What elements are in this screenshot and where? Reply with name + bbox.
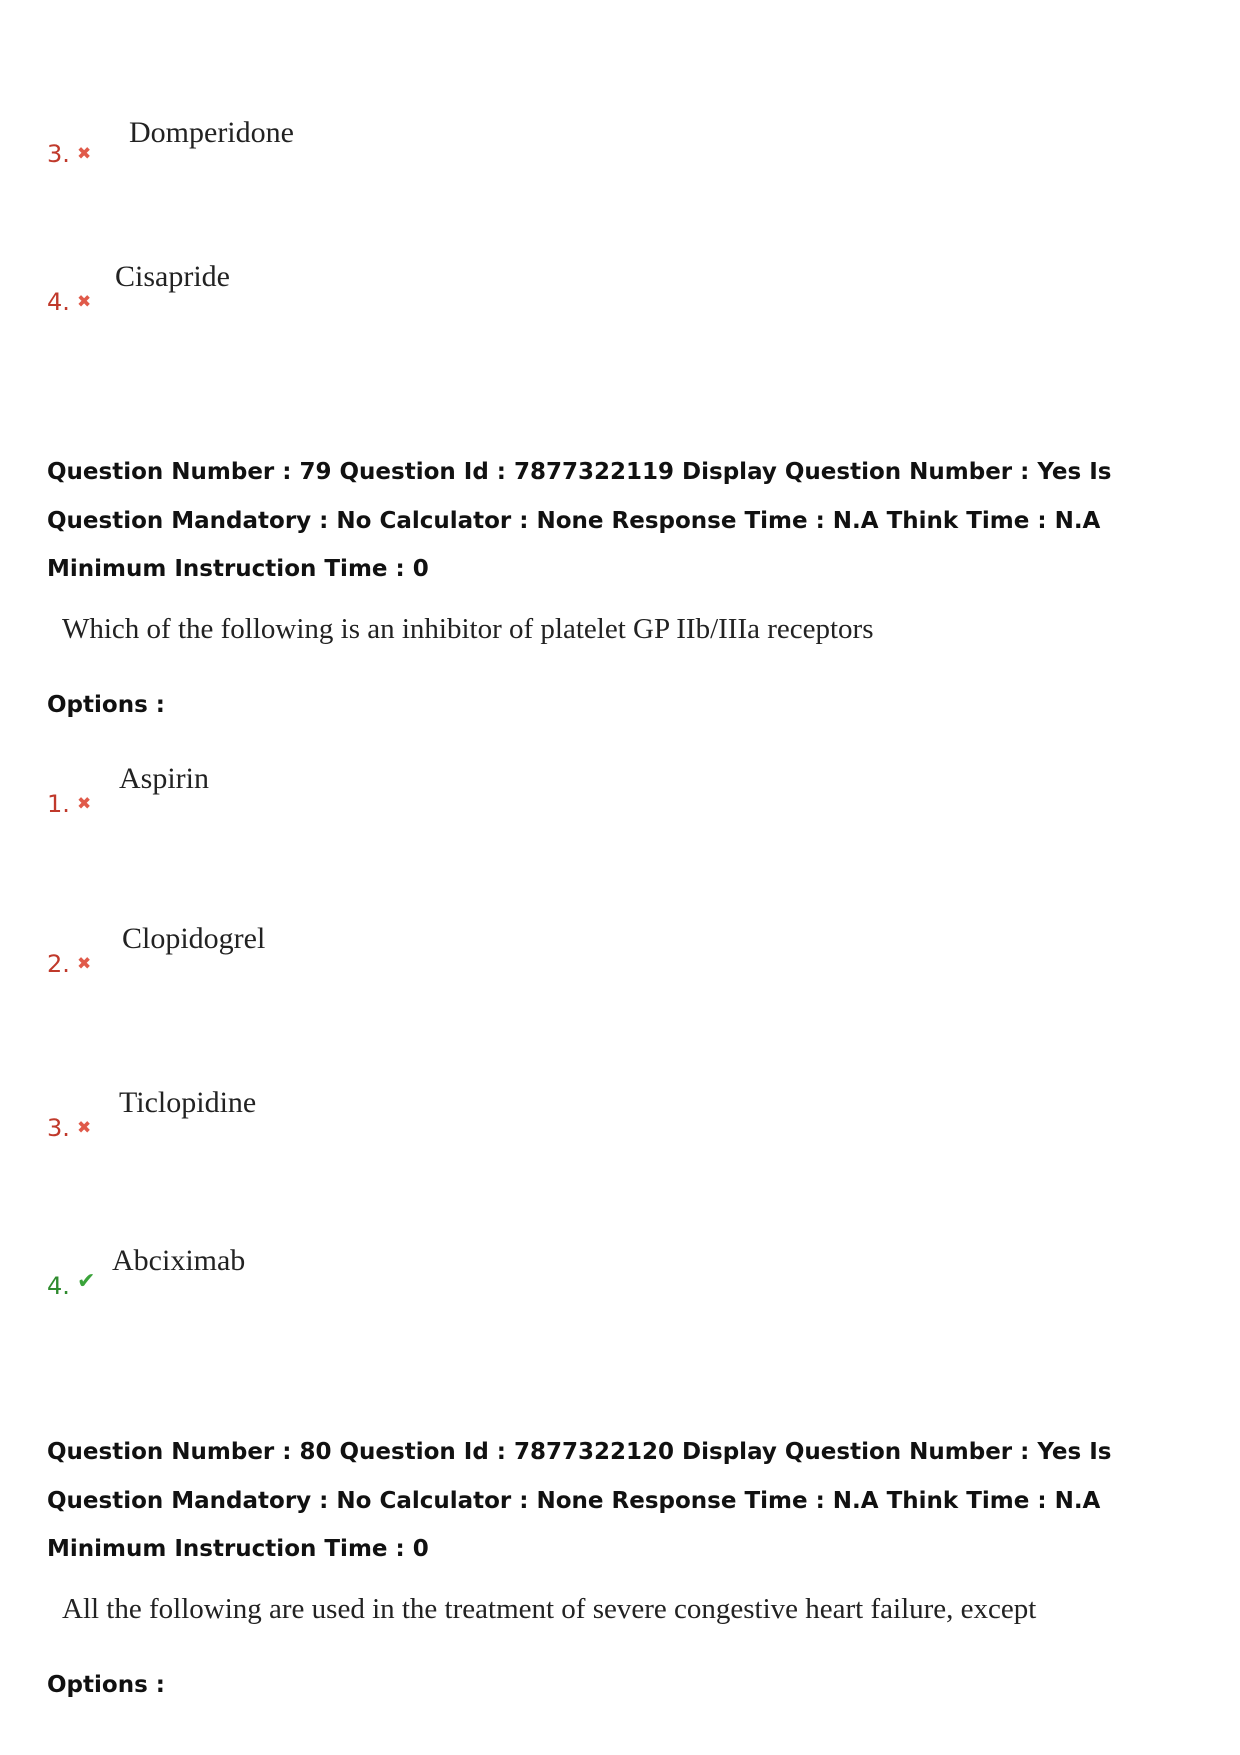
option-number: 3. xyxy=(47,1114,70,1142)
option-79-1 xyxy=(47,762,647,850)
question-79-header: Question Number : 79 Question Id : 7877322119 Display Question Number : Yes Is Question Mandatory : No Calculator : None Response Time : N.A Think Time : N.A Minimum Instruction Time : 0 xyxy=(47,459,1112,582)
question-79-options-label: Options : xyxy=(47,692,165,718)
cross-icon: ✖ xyxy=(77,954,92,974)
option-79-3 xyxy=(47,1086,647,1174)
option-prev-3 xyxy=(47,116,647,188)
option-prev-4 xyxy=(47,260,647,348)
cross-icon: ✖ xyxy=(77,292,92,312)
option-text: Cisapride xyxy=(115,260,230,293)
option-number: 4. xyxy=(47,1272,70,1300)
option-79-2 xyxy=(47,922,647,1010)
question-80-text: All the following are used in the treatment of severe congestive heart failure, except xyxy=(62,1593,1037,1625)
question-79-text: Which of the following is an inhibitor of platelet GP IIb/IIIa receptors xyxy=(62,613,874,645)
option-number: 3. xyxy=(47,140,70,168)
cross-icon: ✖ xyxy=(77,144,92,164)
check-icon: ✔ xyxy=(77,1269,96,1294)
question-80-options-label: Options : xyxy=(47,1672,165,1698)
option-number: 2. xyxy=(47,950,70,978)
question-80-header: Question Number : 80 Question Id : 7877322120 Display Question Number : Yes Is Question Mandatory : No Calculator : None Response Time : N.A Think Time : N.A Minimum Instruction Time : 0 xyxy=(47,1439,1112,1562)
option-text: Clopidogrel xyxy=(122,922,266,955)
option-text: Abciximab xyxy=(112,1244,246,1277)
option-text: Aspirin xyxy=(119,762,209,795)
option-text: Ticlopidine xyxy=(119,1086,257,1119)
cross-icon: ✖ xyxy=(77,1118,92,1138)
cross-icon: ✖ xyxy=(77,794,92,814)
option-number: 1. xyxy=(47,790,70,818)
option-text: Domperidone xyxy=(129,116,294,149)
option-number: 4. xyxy=(47,288,70,316)
option-79-4 xyxy=(47,1244,647,1332)
